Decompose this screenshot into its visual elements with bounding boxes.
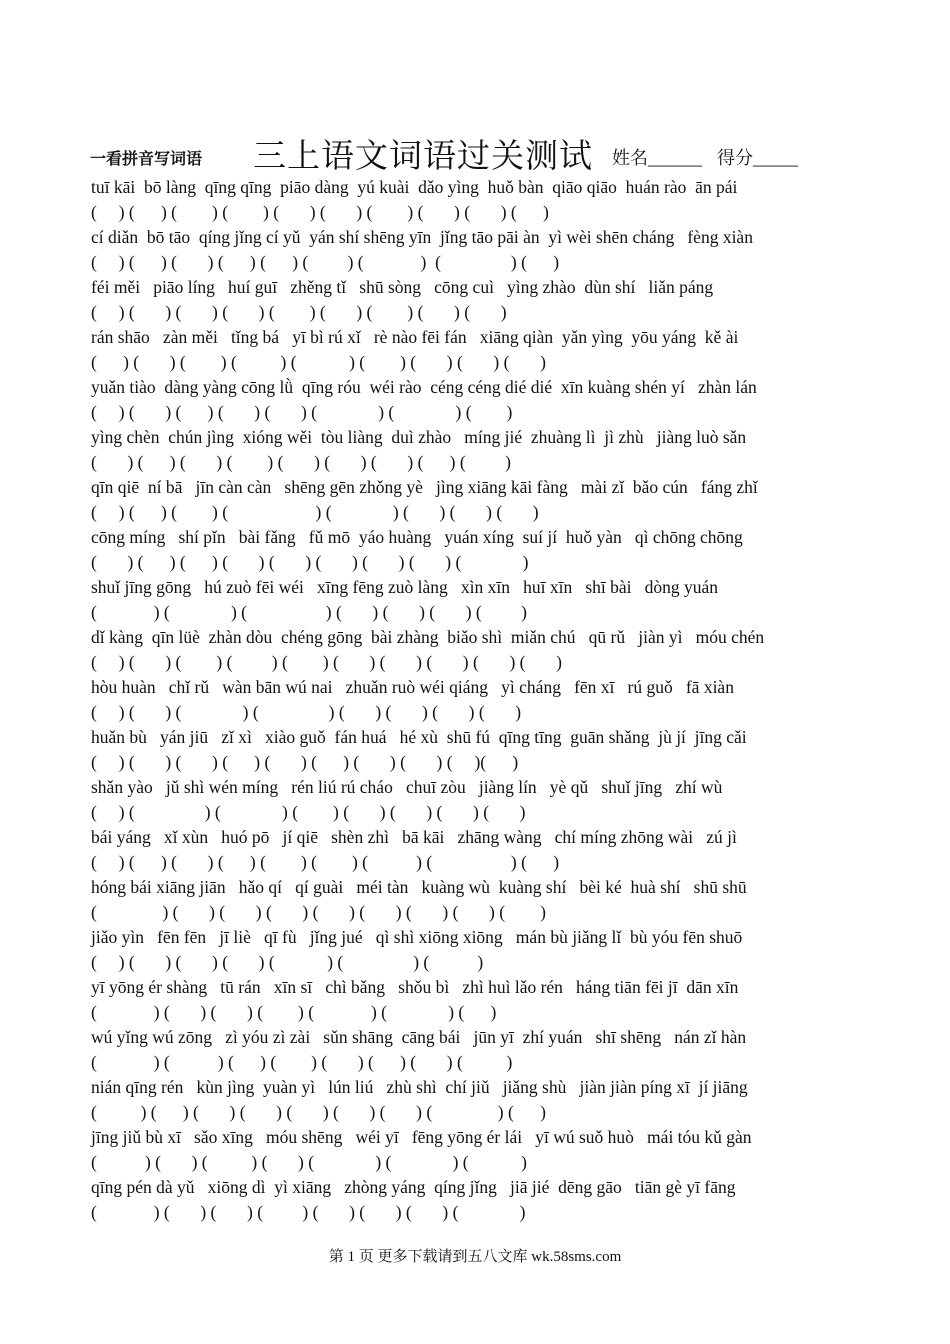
pinyin-line: shǎn yào jǔ shì wén míng rén liú rú cháo chuī zòu jiàng lín yè qǔ shuǐ jīng zhí wù [91,777,723,797]
pinyin-line: bái yáng xǐ xùn huó pō jí qiē shèn zhì bā kāi zhāng wàng chí míng zhōng wài zú jì [91,827,737,847]
exercise-list [91,175,891,1225]
exercise-row [91,425,891,475]
answer-blanks: ( ) ( ) ( ) ( ) ( ) ( ) ( ) ( ) [91,802,526,822]
pinyin-line: rán shāo zàn měi tǐng bá yī bì rú xǐ rè nào fēi fán xiāng qiàn yǎn yìng yōu yáng kě ài [91,327,739,347]
page-footer: 第 1 页 更多下载请到五八文库 wk.58sms.com [328,1249,622,1265]
pinyin-line: féi měi piāo líng huí guī zhěng tǐ shū sòng cōng cuì yìng zhào dùn shí liǎn páng [91,277,714,297]
pinyin-line: hóng bái xiāng jiān hǎo qí qí guài méi tàn kuàng wù kuàng shí bèi ké huà shí shū shū [91,877,747,897]
pinyin-line: qīng pén dà yǔ xiōng dì yì xiāng zhòng yáng qíng jǐng jiā jié dēng gāo tiān gè yī fāng [91,1177,736,1197]
exercise-row [91,825,891,875]
score-field: 得分_____ [717,148,798,168]
exercise-row [91,1075,891,1125]
answer-blanks: ( ) ( ) ( ) ( ) ( ) ( ) ( ) ( ) [91,702,522,722]
exercise-row [91,675,891,725]
pinyin-line: dǐ kàng qīn lüè zhàn dòu chéng gōng bài zhàng biǎo shì miǎn chú qū rǔ jiàn yì móu chén [91,627,765,647]
header [0,130,950,175]
pinyin-line: tuī kāi bō làng qīng qīng piāo dàng yú kuài dǎo yìng huǒ bàn qiāo qiāo huán rào ān pái [91,177,738,197]
exercise-row [91,725,891,775]
exercise-row [91,375,891,425]
pinyin-line: cōng míng shí pǐn bài fǎng fǔ mō yáo huàng yuán xíng suí jí huǒ yàn qì chōng chōng [91,527,743,547]
answer-blanks: ( ) ( ) ( ) ( ) ( ) ( ) ( ) ( ) ( ) [91,302,507,322]
exercise-row [91,575,891,625]
pinyin-line: hòu huàn chǐ rǔ wàn bān wú nai zhuǎn ruò wéi qiáng yì cháng fēn xī rú guǒ fā xiàn [91,677,734,697]
answer-blanks: ( ) ( ) ( ) ( ) ( ) ( ) ( ) ( ) [91,1202,526,1222]
answer-blanks: ( ) ( ) ( ) ( ) ( ) ( ) ( ) ( ) ( ) [91,852,560,872]
exercise-row [91,1175,891,1225]
pinyin-line: wú yǐng wú zōng zì yóu zì zài sǔn shāng cāng bái jūn yī zhí yuán shī shēng nán zǐ hàn [91,1027,747,1047]
exercise-row [91,275,891,325]
answer-blanks: ( ) ( ) ( ) ( ) ( ) ( ) ( ) [91,1152,527,1172]
exercise-row [91,175,891,225]
answer-blanks: ( ) ( ) ( ) ( ) ( ) ( ) ( ) ( ) ( ) [91,252,560,272]
answer-blanks: ( ) ( ) ( ) ( ) ( ) ( ) ( ) ( ) [91,402,513,422]
exercise-row [91,1025,891,1075]
answer-blanks: ( ) ( ) ( ) ( ) ( ) ( ) ( ) ( ) ( ) [91,552,529,572]
pinyin-line: jīng jiǔ bù xī sǎo xīng móu shēng wéi yī fēng yōng ér lái yī wú suǒ huò mái tóu kǔ gàn [91,1127,752,1147]
pinyin-line: huǎn bù yán jiū zǐ xì xiào guǒ fán huá hé xù shū fú qīng tīng guān shǎng jù jí jīng cǎi [91,727,747,747]
pinyin-line: shuǐ jīng gōng hú zuò fēi wéi xīng fēng zuò làng xìn xīn huī xīn shī bài dòng yuán [91,577,719,597]
exercise-row [91,875,891,925]
answer-blanks: ( ) ( ) ( ) ( ) ( ) ( ) ( ) ( ) [91,502,539,522]
pinyin-line: jiǎo yìn fēn fēn jī liè qī fù jǐng jué qì shì xiōng xiōng mán bù jiǎng lǐ bù yóu fēn shuō [91,927,743,947]
answer-blanks: ( ) ( ) ( ) ( ) ( ) ( ) ( ) ( ) ( ) [91,452,511,472]
exercise-row [91,775,891,825]
exercise-row [91,625,891,675]
answer-blanks: ( ) ( ) ( ) ( ) ( ) ( ) ( ) [91,1002,497,1022]
pinyin-line: qīn qiē ní bā jīn càn càn shēng gēn zhǒng yè jìng xiāng kāi fàng mài zǐ bǎo cún fáng zhǐ [91,477,758,497]
exercise-row [91,475,891,525]
answer-blanks: ( ) ( ) ( ) ( ) ( ) ( ) ( ) ( ) ( ) ( ) [91,202,549,222]
pinyin-line: yìng chèn chún jìng xióng wěi tòu liàng duì zhào míng jié zhuàng lì jì zhù jiàng luò sǎn [91,427,747,447]
answer-blanks: ( ) ( ) ( ) ( ) ( ) ( ) ( ) ( ) [91,1052,513,1072]
exercise-row [91,975,891,1025]
answer-blanks: ( ) ( ) ( ) ( ) ( ) ( ) ( ) ( ) ( ) [91,352,546,372]
exercise-row [91,1125,891,1175]
exercise-row [91,225,891,275]
pinyin-line: yī yōng ér shàng tū rán xīn sī chì bǎng shǒu bì zhì huì lǎo rén háng tiān fēi jī dān xīn [91,977,739,997]
exercise-row [91,525,891,575]
section-label: 一看拼音写词语 [90,151,203,168]
answer-blanks: ( ) ( ) ( ) ( ) ( ) ( ) ( ) ( ) ( ) [91,1102,546,1122]
pinyin-line: yuǎn tiào dàng yàng cōng lǜ qīng róu wéi rào céng céng dié dié xīn kuàng shén yí zhàn lán [91,377,757,397]
page-title: 三上语文词语过关测试 [253,139,593,175]
answer-blanks: ( ) ( ) ( ) ( ) ( ) ( ) ( ) ( ) ( ) [91,902,546,922]
exercise-row [91,925,891,975]
name-field: 姓名______ [612,148,702,168]
answer-blanks: ( ) ( ) ( ) ( ) ( ) ( ) ( ) [91,952,484,972]
pinyin-line: cí diǎn bō tāo qíng jǐng cí yǔ yán shí shēng yīn jǐng tāo pāi àn yì wèi shēn cháng fèng xiàn [91,227,753,247]
answer-blanks: ( ) ( ) ( ) ( ) ( ) ( ) ( ) [91,602,527,622]
answer-blanks: ( ) ( ) ( ) ( ) ( ) ( ) ( ) ( ) ( ) ( ) [91,652,562,672]
exercise-row [91,325,891,375]
answer-blanks: ( ) ( ) ( ) ( ) ( ) ( ) ( ) ( ) ( )( ) [91,752,519,772]
pinyin-line: nián qīng rén kùn jìng yuàn yì lún liú zhù shì chí jiǔ jiǎng shù jiàn jiàn píng xī jí jiāng [91,1077,748,1097]
